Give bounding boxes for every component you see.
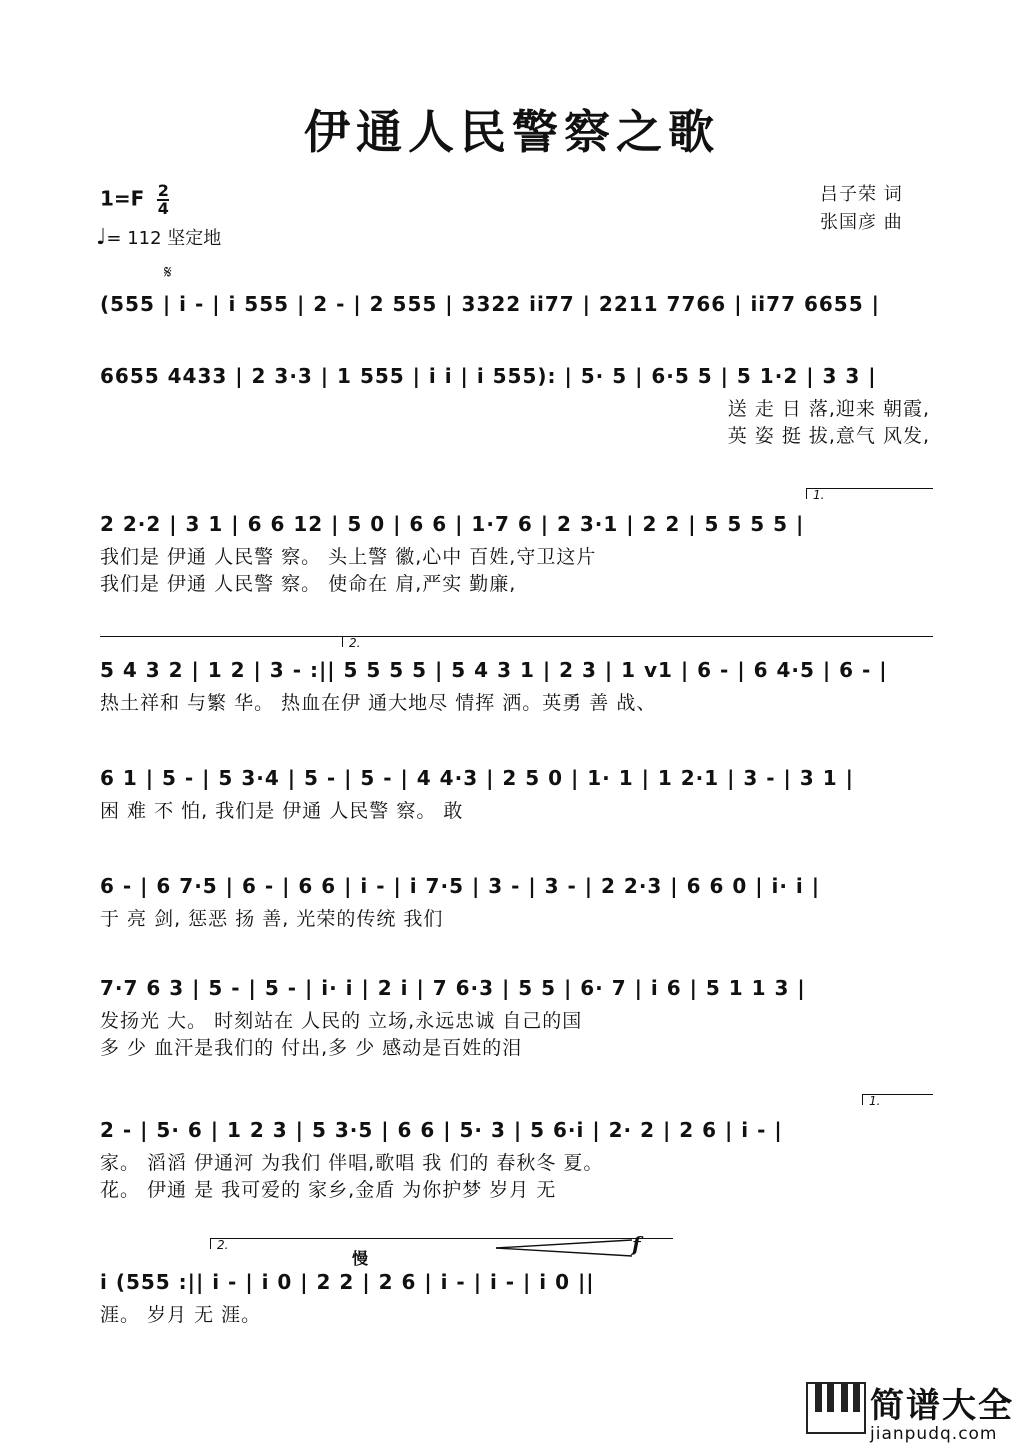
tempo-bpm: = 112	[106, 228, 162, 249]
lyric-verse-2: 我们是 伊通 人民警 察。 使命在 肩,严实 勤廉,	[100, 573, 517, 595]
segno-sign: 𝄋	[164, 262, 172, 283]
slow-marking: 慢	[352, 1249, 369, 1268]
second-ending-bracket: 2.	[342, 636, 933, 647]
staff-system-7	[100, 968, 930, 1062]
first-ending-continuation	[100, 636, 342, 647]
staff-system-3	[100, 504, 930, 598]
time-signature	[157, 183, 169, 217]
song-title: 伊通人民警察之歌	[304, 105, 720, 159]
logo-name: 简谱大全	[870, 1386, 1014, 1426]
time-bottom: 4	[157, 199, 169, 218]
key-label: 1=F	[100, 186, 145, 211]
staff-system-2	[100, 356, 930, 450]
key-signature	[100, 183, 169, 217]
time-top: 2	[157, 181, 169, 200]
lyric-line: 热土祥和 与繁 华。 热血在伊 通大地尽 情挥 洒。英勇 善 战、	[100, 692, 657, 714]
lyricist-credit: 吕子荣 词	[820, 184, 903, 205]
staff-system-1	[100, 284, 930, 324]
notation-line: i (555 :|| i - | i 0 | 2 2 | 2 6 | i - | i - | i 0 ||	[100, 1270, 595, 1294]
staff-system-4	[100, 650, 930, 717]
staff-system-8	[100, 1110, 930, 1204]
notation-line: (555 | i - | i 555 | 2 - | 2 555 | 3322 ii77 | 2211 7766 | ii77 6655 |	[100, 292, 880, 316]
lyric-verse-2: 花。 伊通 是 我可爱的 家乡,金盾 为你护梦 岁月 无	[100, 1179, 557, 1201]
notation-line: 6655 4433 | 2 3·3 | 1 555 | i i | i 555): | 5· 5 | 6·5 5 | 5 1·2 | 3 3 |	[100, 364, 877, 388]
staff-system-5	[100, 758, 930, 825]
lyric-line: 困 难 不 怕, 我们是 伊通 人民警 察。 敢	[100, 800, 464, 822]
ending-l2-bracket: 2.	[210, 1238, 673, 1249]
notation-line: 6 1 | 5 - | 5 3·4 | 5 - | 5 - | 4 4·3 | 2 5 0 | 1· 1 | 1 2·1 | 3 - | 3 1 |	[100, 766, 854, 790]
first-ending-bracket: 1.	[806, 488, 933, 499]
ending-l1-bracket: 1.	[862, 1094, 933, 1105]
quarter-note-icon: ♩	[96, 225, 107, 250]
lyric-verse-1: 发扬光 大。 时刻站在 人民的 立场,永远忠诚 自己的国	[100, 1010, 583, 1032]
site-logo	[800, 1378, 1024, 1449]
forte-marking: f	[632, 1232, 641, 1256]
notation-line: 6 - | 6 7·5 | 6 - | 6 6 | i - | i 7·5 | 3 - | 3 - | 2 2·3 | 6 6 0 | i· i |	[100, 874, 821, 898]
lyric-verse-2: 英 姿 挺 拔,意气 风发,	[727, 425, 930, 447]
notation-line: 2 - | 5· 6 | 1 2 3 | 5 3·5 | 6 6 | 5· 3 | 5 6·i | 2· 2 | 2 6 | i - |	[100, 1118, 783, 1142]
staff-system-6	[100, 866, 930, 933]
tempo-mood: 坚定地	[167, 228, 222, 249]
lyric-line: 涯。 岁月 无 涯。	[100, 1304, 262, 1326]
lyric-line: 于 亮 剑, 惩恶 扬 善, 光荣的传统 我们	[100, 908, 444, 930]
notation-line: 5 4 3 2 | 1 2 | 3 - :|| 5 5 5 5 | 5 4 3 1 | 2 3 | 1 v1 | 6 - | 6 4·5 | 6 - |	[100, 658, 888, 682]
notation-line: 2 2·2 | 3 1 | 6 6 12 | 5 0 | 6 6 | 1·7 6 | 2 3·1 | 2 2 | 5 5 5 5 |	[100, 512, 805, 536]
logo-url: jianpudq.com	[870, 1424, 998, 1444]
lyric-verse-1: 家。 滔滔 伊通河 为我们 伴唱,歌唱 我 们的 春秋冬 夏。	[100, 1152, 604, 1174]
lyric-verse-1: 送 走 日 落,迎来 朝霞,	[727, 398, 930, 420]
composer-credit: 张国彦 曲	[820, 212, 903, 233]
crescendo-hairpin	[496, 1236, 636, 1260]
tempo-marking	[96, 224, 221, 250]
piano-keys-icon	[806, 1382, 866, 1434]
notation-line: 7·7 6 3 | 5 - | 5 - | i· i | 2 i | 7 6·3 | 5 5 | 6· 7 | i 6 | 5 1 1 3 |	[100, 976, 806, 1000]
staff-system-9	[100, 1262, 930, 1329]
lyric-verse-2: 多 少 血汗是我们的 付出,多 少 感动是百姓的泪	[100, 1037, 523, 1059]
lyric-verse-1: 我们是 伊通 人民警 察。 头上警 徽,心中 百姓,守卫这片	[100, 546, 597, 568]
